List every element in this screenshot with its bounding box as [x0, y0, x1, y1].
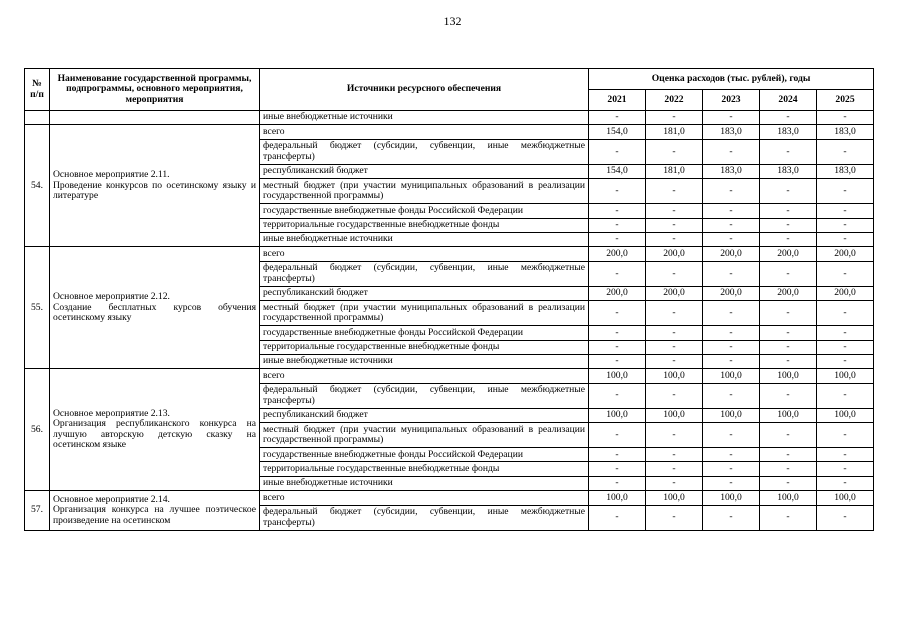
value-cell: 200,0 — [817, 286, 874, 300]
value-cell: - — [760, 462, 817, 476]
source-cell: местный бюджет (при участии муниципальных образований в реализации государственной программы) — [260, 179, 589, 204]
value-cell: - — [817, 423, 874, 448]
row-number: 54. — [25, 125, 50, 247]
num-cell — [25, 111, 50, 125]
value-cell: - — [703, 301, 760, 326]
value-cell: 100,0 — [646, 491, 703, 505]
value-cell: 200,0 — [646, 286, 703, 300]
value-cell: - — [817, 383, 874, 408]
value-cell: - — [817, 462, 874, 476]
source-cell: иные внебюджетные источники — [260, 476, 589, 490]
source-cell: всего — [260, 491, 589, 505]
value-cell: - — [760, 261, 817, 286]
value-cell: 100,0 — [817, 491, 874, 505]
value-cell: - — [646, 111, 703, 125]
source-cell: государственные внебюджетные фонды Российской Федерации — [260, 204, 589, 218]
value-cell: - — [646, 261, 703, 286]
row-number: 57. — [25, 491, 50, 530]
value-cell: - — [817, 218, 874, 232]
page-number: 132 — [443, 14, 462, 28]
activity-description: Создание бесплатных курсов обучения осетинскому языку — [53, 301, 256, 324]
value-cell: 100,0 — [703, 408, 760, 422]
value-cell: - — [760, 340, 817, 354]
source-cell: республиканский бюджет — [260, 286, 589, 300]
value-cell: - — [817, 261, 874, 286]
value-cell: - — [817, 111, 874, 125]
value-cell: - — [703, 111, 760, 125]
value-cell: 183,0 — [760, 125, 817, 139]
value-cell: - — [589, 261, 646, 286]
value-cell: - — [760, 232, 817, 246]
value-cell: 100,0 — [646, 369, 703, 383]
value-cell: - — [589, 354, 646, 368]
value-cell: 183,0 — [703, 164, 760, 178]
value-cell: - — [760, 476, 817, 490]
source-cell: федеральный бюджет (субсидии, субвенции, иные межбюджетные трансферты) — [260, 139, 589, 164]
header-year: 2024 — [760, 90, 817, 111]
header-name: Наименование государственной программы, подпрограммы, основного мероприятия, мероприятия — [50, 69, 260, 111]
value-cell: - — [760, 326, 817, 340]
value-cell: - — [817, 448, 874, 462]
value-cell: - — [589, 423, 646, 448]
value-cell: 200,0 — [817, 247, 874, 261]
value-cell: - — [646, 476, 703, 490]
activity-name-cell — [50, 369, 260, 491]
value-cell: - — [817, 204, 874, 218]
value-cell: - — [703, 139, 760, 164]
value-cell: 200,0 — [589, 286, 646, 300]
value-cell: 200,0 — [760, 247, 817, 261]
value-cell: 154,0 — [589, 125, 646, 139]
table-row — [25, 125, 874, 139]
value-cell: - — [817, 354, 874, 368]
source-cell: федеральный бюджет (субсидии, субвенции, иные межбюджетные трансферты) — [260, 383, 589, 408]
value-cell: 183,0 — [760, 164, 817, 178]
header-source: Источники ресурсного обеспечения — [260, 69, 589, 111]
value-cell: - — [589, 111, 646, 125]
value-cell: 200,0 — [646, 247, 703, 261]
value-cell: - — [589, 218, 646, 232]
value-cell: 100,0 — [817, 408, 874, 422]
source-cell: территориальные государственные внебюджетные фонды — [260, 462, 589, 476]
value-cell: - — [646, 326, 703, 340]
source-cell: республиканский бюджет — [260, 408, 589, 422]
value-cell: - — [760, 139, 817, 164]
value-cell: - — [703, 340, 760, 354]
value-cell: - — [760, 218, 817, 232]
value-cell: 154,0 — [589, 164, 646, 178]
value-cell: - — [703, 204, 760, 218]
value-cell: - — [646, 232, 703, 246]
value-cell: - — [703, 423, 760, 448]
activity-title: Основное мероприятие 2.11. — [53, 169, 170, 181]
value-cell: - — [703, 218, 760, 232]
value-cell: 100,0 — [703, 369, 760, 383]
value-cell: 100,0 — [817, 369, 874, 383]
header-year: 2022 — [646, 90, 703, 111]
value-cell: 200,0 — [589, 247, 646, 261]
value-cell: 100,0 — [589, 408, 646, 422]
value-cell: - — [646, 204, 703, 218]
activity-description: Проведение конкурсов по осетинскому языку и литературе — [53, 179, 256, 202]
value-cell: - — [703, 448, 760, 462]
value-cell: - — [760, 423, 817, 448]
value-cell: - — [646, 462, 703, 476]
value-cell: - — [703, 179, 760, 204]
source-cell: территориальные государственные внебюджетные фонды — [260, 340, 589, 354]
value-cell: 100,0 — [760, 369, 817, 383]
value-cell: - — [703, 354, 760, 368]
value-cell: 100,0 — [646, 408, 703, 422]
value-cell: - — [817, 340, 874, 354]
value-cell: - — [589, 476, 646, 490]
value-cell: - — [760, 383, 817, 408]
table-body — [25, 111, 874, 531]
source-cell: местный бюджет (при участии муниципальных образований в реализации государственной программы) — [260, 301, 589, 326]
header-num: № п/п — [25, 69, 50, 111]
value-cell: - — [817, 301, 874, 326]
row-number: 55. — [25, 247, 50, 369]
value-cell: 100,0 — [760, 408, 817, 422]
header-year: 2023 — [703, 90, 760, 111]
value-cell: - — [646, 448, 703, 462]
source-cell: государственные внебюджетные фонды Российской Федерации — [260, 326, 589, 340]
value-cell: 183,0 — [817, 125, 874, 139]
value-cell: 100,0 — [589, 369, 646, 383]
value-cell: - — [760, 505, 817, 530]
source-cell: всего — [260, 369, 589, 383]
value-cell: - — [760, 111, 817, 125]
source-cell: всего — [260, 125, 589, 139]
value-cell: 200,0 — [703, 247, 760, 261]
activity-title: Основное мероприятие 2.14. — [53, 493, 170, 505]
value-cell: - — [589, 326, 646, 340]
value-cell: - — [760, 179, 817, 204]
table-row — [25, 247, 874, 261]
activity-name-cell — [50, 247, 260, 369]
value-cell: - — [646, 179, 703, 204]
source-cell: федеральный бюджет (субсидии, субвенции, иные межбюджетные трансферты) — [260, 505, 589, 530]
value-cell: - — [589, 448, 646, 462]
activity-description: Организация конкурса на лучшее поэтическое произведение на осетинском — [53, 504, 256, 526]
value-cell: - — [646, 218, 703, 232]
value-cell: - — [589, 139, 646, 164]
table-row — [25, 491, 874, 505]
name-cell — [50, 111, 260, 125]
value-cell: - — [646, 383, 703, 408]
value-cell: - — [760, 448, 817, 462]
activity-title: Основное мероприятие 2.13. — [53, 407, 170, 419]
activity-name-cell — [50, 125, 260, 247]
value-cell: - — [703, 505, 760, 530]
source-cell: иные внебюджетные источники — [260, 354, 589, 368]
value-cell: 200,0 — [703, 286, 760, 300]
source-cell: территориальные государственные внебюджетные фонды — [260, 218, 589, 232]
value-cell: 181,0 — [646, 125, 703, 139]
row-number: 56. — [25, 369, 50, 491]
value-cell: - — [589, 232, 646, 246]
table-row — [25, 111, 874, 125]
activity-title: Основное мероприятие 2.12. — [53, 291, 170, 303]
source-cell: иные внебюджетные источники — [260, 232, 589, 246]
value-cell: - — [646, 423, 703, 448]
value-cell: - — [817, 179, 874, 204]
value-cell: 181,0 — [646, 164, 703, 178]
source-cell: федеральный бюджет (субсидии, субвенции, иные межбюджетные трансферты) — [260, 261, 589, 286]
value-cell: - — [817, 326, 874, 340]
value-cell: - — [703, 232, 760, 246]
value-cell: - — [646, 301, 703, 326]
value-cell: - — [589, 301, 646, 326]
value-cell: 200,0 — [760, 286, 817, 300]
value-cell: - — [646, 139, 703, 164]
value-cell: - — [646, 354, 703, 368]
value-cell: 100,0 — [703, 491, 760, 505]
value-cell: - — [703, 261, 760, 286]
source-cell: всего — [260, 247, 589, 261]
value-cell: - — [760, 354, 817, 368]
header-estimate: Оценка расходов (тыс. рублей), годы — [589, 69, 874, 90]
value-cell: - — [817, 232, 874, 246]
value-cell: 100,0 — [589, 491, 646, 505]
value-cell: 183,0 — [817, 164, 874, 178]
value-cell: - — [703, 326, 760, 340]
value-cell: - — [589, 462, 646, 476]
header-year: 2021 — [589, 90, 646, 111]
value-cell: - — [589, 383, 646, 408]
value-cell: - — [703, 383, 760, 408]
source-cell: местный бюджет (при участии муниципальных образований в реализации государственной программы) — [260, 423, 589, 448]
value-cell: - — [817, 505, 874, 530]
header-year: 2025 — [817, 90, 874, 111]
source-cell: иные внебюджетные источники — [260, 111, 589, 125]
value-cell: - — [703, 476, 760, 490]
source-cell: республиканский бюджет — [260, 164, 589, 178]
value-cell: 183,0 — [703, 125, 760, 139]
value-cell: - — [817, 139, 874, 164]
value-cell: - — [646, 505, 703, 530]
value-cell: - — [589, 340, 646, 354]
value-cell: 100,0 — [760, 491, 817, 505]
value-cell: - — [646, 340, 703, 354]
value-cell: - — [817, 476, 874, 490]
activity-name-cell — [50, 491, 260, 530]
value-cell: - — [589, 505, 646, 530]
table-header — [25, 69, 874, 111]
value-cell: - — [760, 301, 817, 326]
budget-table — [24, 68, 874, 531]
activity-description: Организация республиканского конкурса на лучшую авторскую детскую сказку на осетинском языке — [53, 418, 256, 451]
table-row — [25, 369, 874, 383]
value-cell: - — [760, 204, 817, 218]
value-cell: - — [703, 462, 760, 476]
value-cell: - — [589, 204, 646, 218]
source-cell: государственные внебюджетные фонды Российской Федерации — [260, 448, 589, 462]
value-cell: - — [589, 179, 646, 204]
